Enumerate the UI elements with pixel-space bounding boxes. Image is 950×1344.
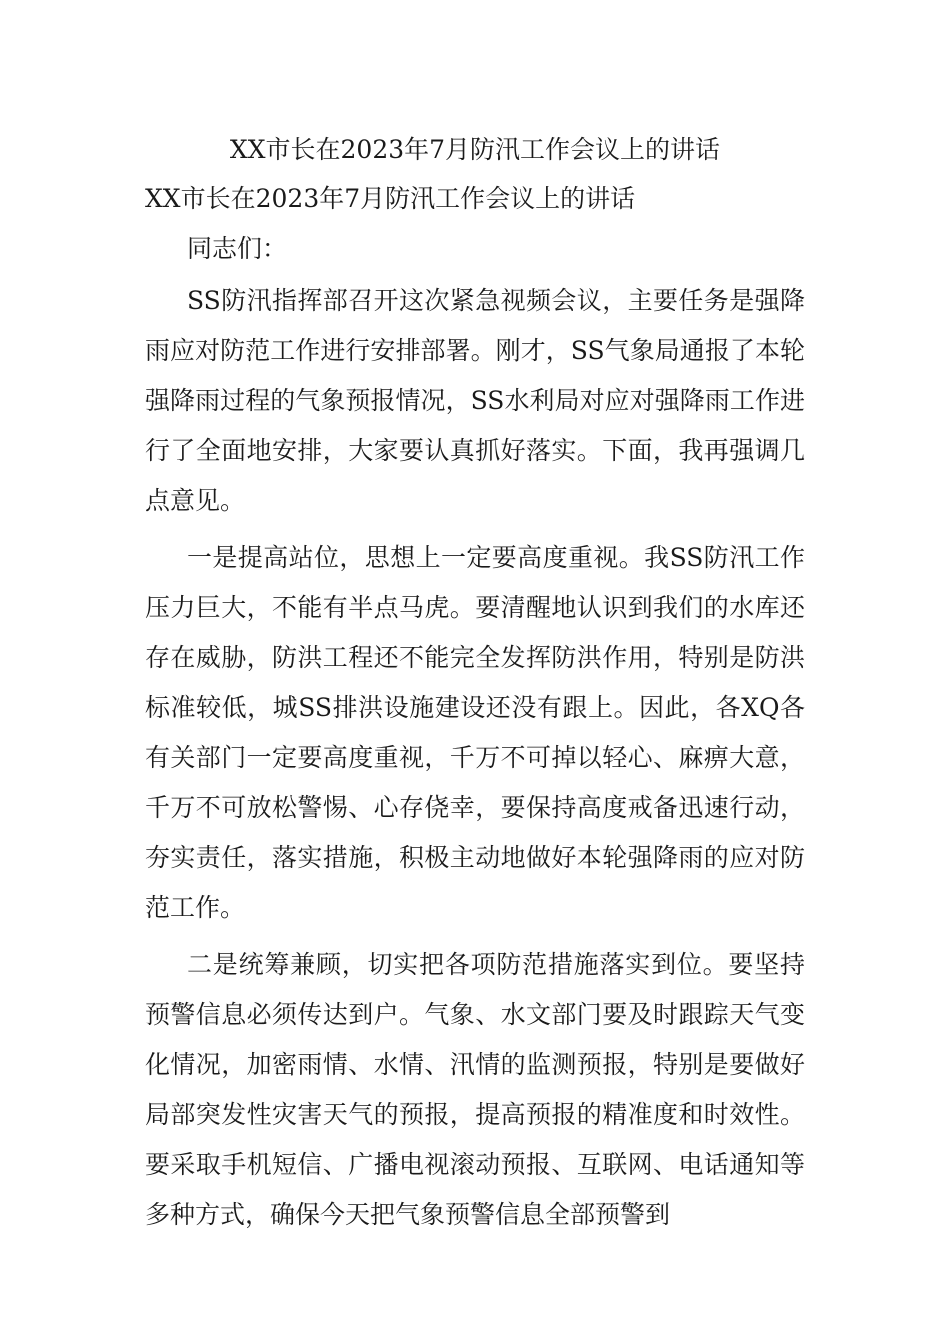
- paragraph-intro: SS防汛指挥部召开这次紧急视频会议，主要任务是强降雨应对防范工作进行安排部署。刚才，SS气象局通报了本轮强降雨过程的气象预报情况，SS水利局对应对强降雨工作进行了全面地安排，大家要认真抓好落实。下面，我再强调几点意见。: [145, 286, 805, 515]
- document-subtitle: XX市长在2023年7月防汛工作会议上的讲话: [145, 184, 636, 213]
- document-title: XX市长在2023年7月防汛工作会议上的讲话: [229, 135, 721, 164]
- paragraph-point-two: 二是统筹兼顾，切实把各项防范措施落实到位。要坚持预警信息必须传达到户。气象、水文部门要及时跟踪天气变化情况，加密雨情、水情、汛情的监测预报，特别是要做好局部突发性灾害天气的预报，提高预报的精准度和时效性。要采取手机短信、广播电视滚动预报、互联网、电话通知等多种方式，确保今天把气象预警信息全部预警到: [145, 950, 805, 1229]
- paragraph-point-one: 一是提高站位，思想上一定要高度重视。我SS防汛工作压力巨大，不能有半点马虎。要清醒地认识到我们的水库还存在威胁，防洪工程还不能完全发挥防洪作用，特别是防洪标准较低，城SS排洪设施建设还没有跟上。因此，各XQ各有关部门一定要高度重视，千万不可掉以轻心、麻痹大意，千万不可放松警惕、心存侥幸，要保持高度戒备迅速行动，夯实责任，落实措施，积极主动地做好本轮强降雨的应对防范工作。: [145, 543, 805, 922]
- document-body: [145, 174, 805, 1240]
- salutation: 同志们：: [187, 234, 288, 263]
